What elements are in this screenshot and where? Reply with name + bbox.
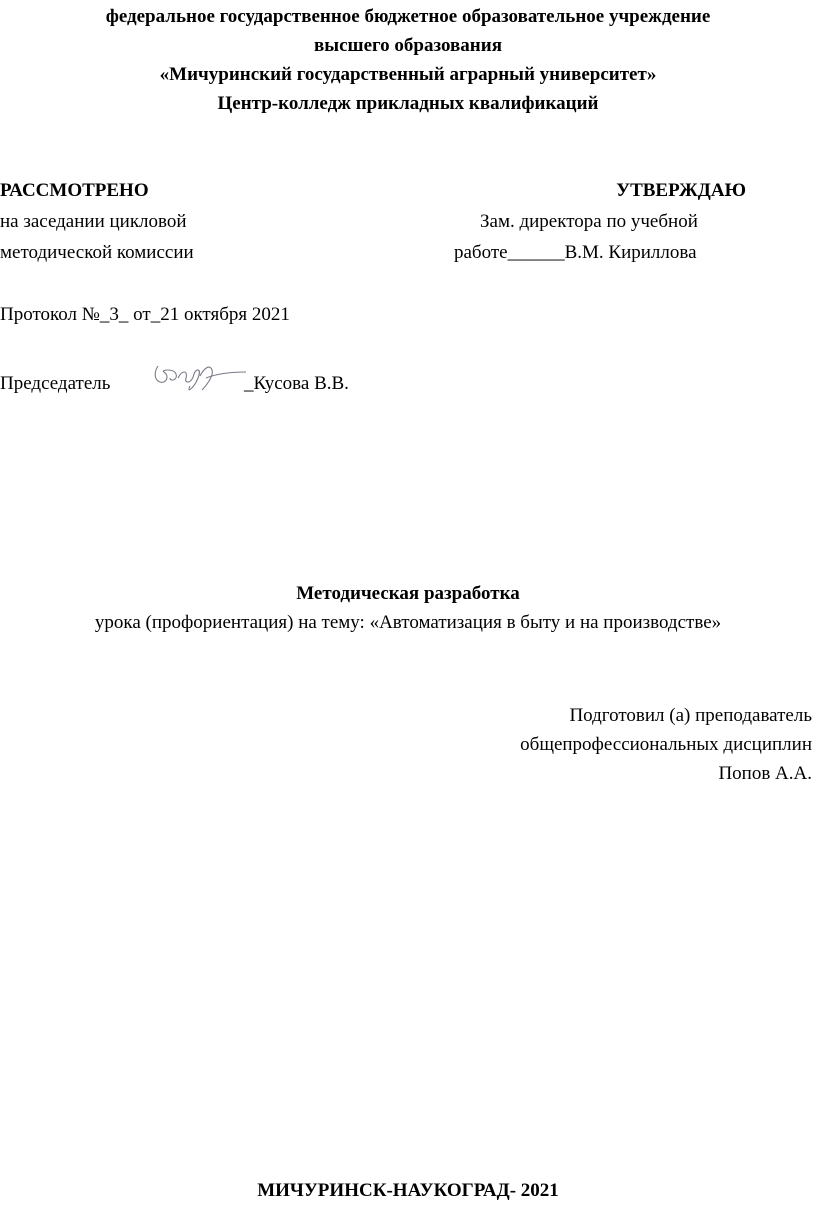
header-line-4: Центр-колледж прикладных квалификаций (217, 93, 599, 114)
considered-line-2: методической комиссии (0, 242, 194, 263)
author-line-1: Подготовил (а) преподаватель (569, 705, 812, 726)
protocol-line: Протокол №_3_ от_21 октября 2021 (0, 304, 290, 325)
chairman-label: Председатель (0, 373, 111, 394)
header-line-3: «Мичуринский государственный аграрный университет» (159, 64, 657, 85)
approved-line-1: Зам. директора по учебной (480, 211, 698, 232)
author-line-3: Попов А.А. (718, 763, 812, 784)
subtitle: урока (профориентация) на тему: «Автоматизация в быту и на производстве» (94, 612, 722, 633)
main-title: Методическая разработка (296, 583, 520, 604)
considered-title: РАССМОТРЕНО (0, 180, 149, 201)
approved-line-2: работе______В.М. Кириллова (454, 242, 697, 263)
header-line-1: федеральное государственное бюджетное образовательное учреждение (105, 6, 711, 27)
approved-title: УТВЕРЖДАЮ (616, 180, 746, 201)
footer-city-year: МИЧУРИНСК-НАУКОГРАД- 2021 (257, 1180, 559, 1201)
author-line-2: общепрофессиональных дисциплин (520, 734, 812, 755)
header-line-2: высшего образования (314, 35, 502, 56)
signature-image (140, 356, 250, 396)
chairman-name: _Кусова В.В. (244, 373, 349, 394)
considered-line-1: на заседании цикловой (0, 211, 187, 232)
